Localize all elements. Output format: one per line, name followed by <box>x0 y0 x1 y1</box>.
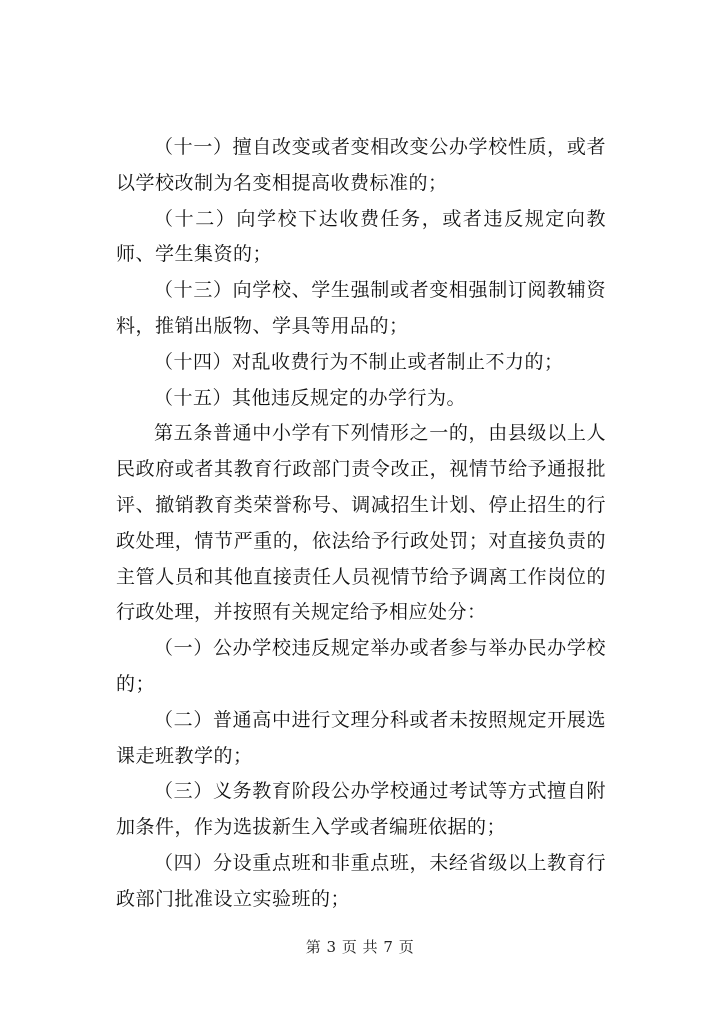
paragraph-11: （十一）擅自改变或者变相改变公办学校性质，或者以学校改制为名变相提高收费标准的； <box>116 136 606 194</box>
paragraph-13: （十三）向学校、学生强制或者变相强制订阅教辅资料，推销出版物、学具等用品的； <box>116 279 606 337</box>
article-5-item-1: （一）公办学校违反规定举办或者参与举办民办学校的； <box>116 637 606 695</box>
article-5-item-4: （四）分设重点班和非重点班，未经省级以上教育行政部门批准设立实验班的； <box>116 851 606 910</box>
article-5-paragraph: 第五条普通中小学有下列情形之一的，由县级以上人民政府或者其教育行政部门责令改正，视情节给予通报批评、撤销教育类荣誉称号、调减招生计划、停止招生的行政处理，情节严重的，依法给予行政处罚；对直接负责的主管人员和其他直接责任人员视情节给予调离工作岗位的行政处理，并按照有关规定给予相应处分： <box>116 422 606 624</box>
article-5-item-3: （三）义务教育阶段公办学校通过考试等方式擅自附加条件，作为选拔新生入学或者编班依据的； <box>116 780 606 839</box>
page-number-footer: 第 3 页 共 7 页 <box>305 938 415 956</box>
document-body <box>116 130 606 918</box>
article-5-item-2: （二）普通高中进行文理分科或者未按照规定开展选课走班教学的； <box>116 708 606 767</box>
paragraph-15: （十五）其他违反规定的办学行为。 <box>154 386 467 409</box>
paragraph-12: （十二）向学校下达收费任务，或者违反规定向教师、学生集资的； <box>116 207 606 266</box>
paragraph-14: （十四）对乱收费行为不制止或者制止不力的； <box>154 350 564 373</box>
